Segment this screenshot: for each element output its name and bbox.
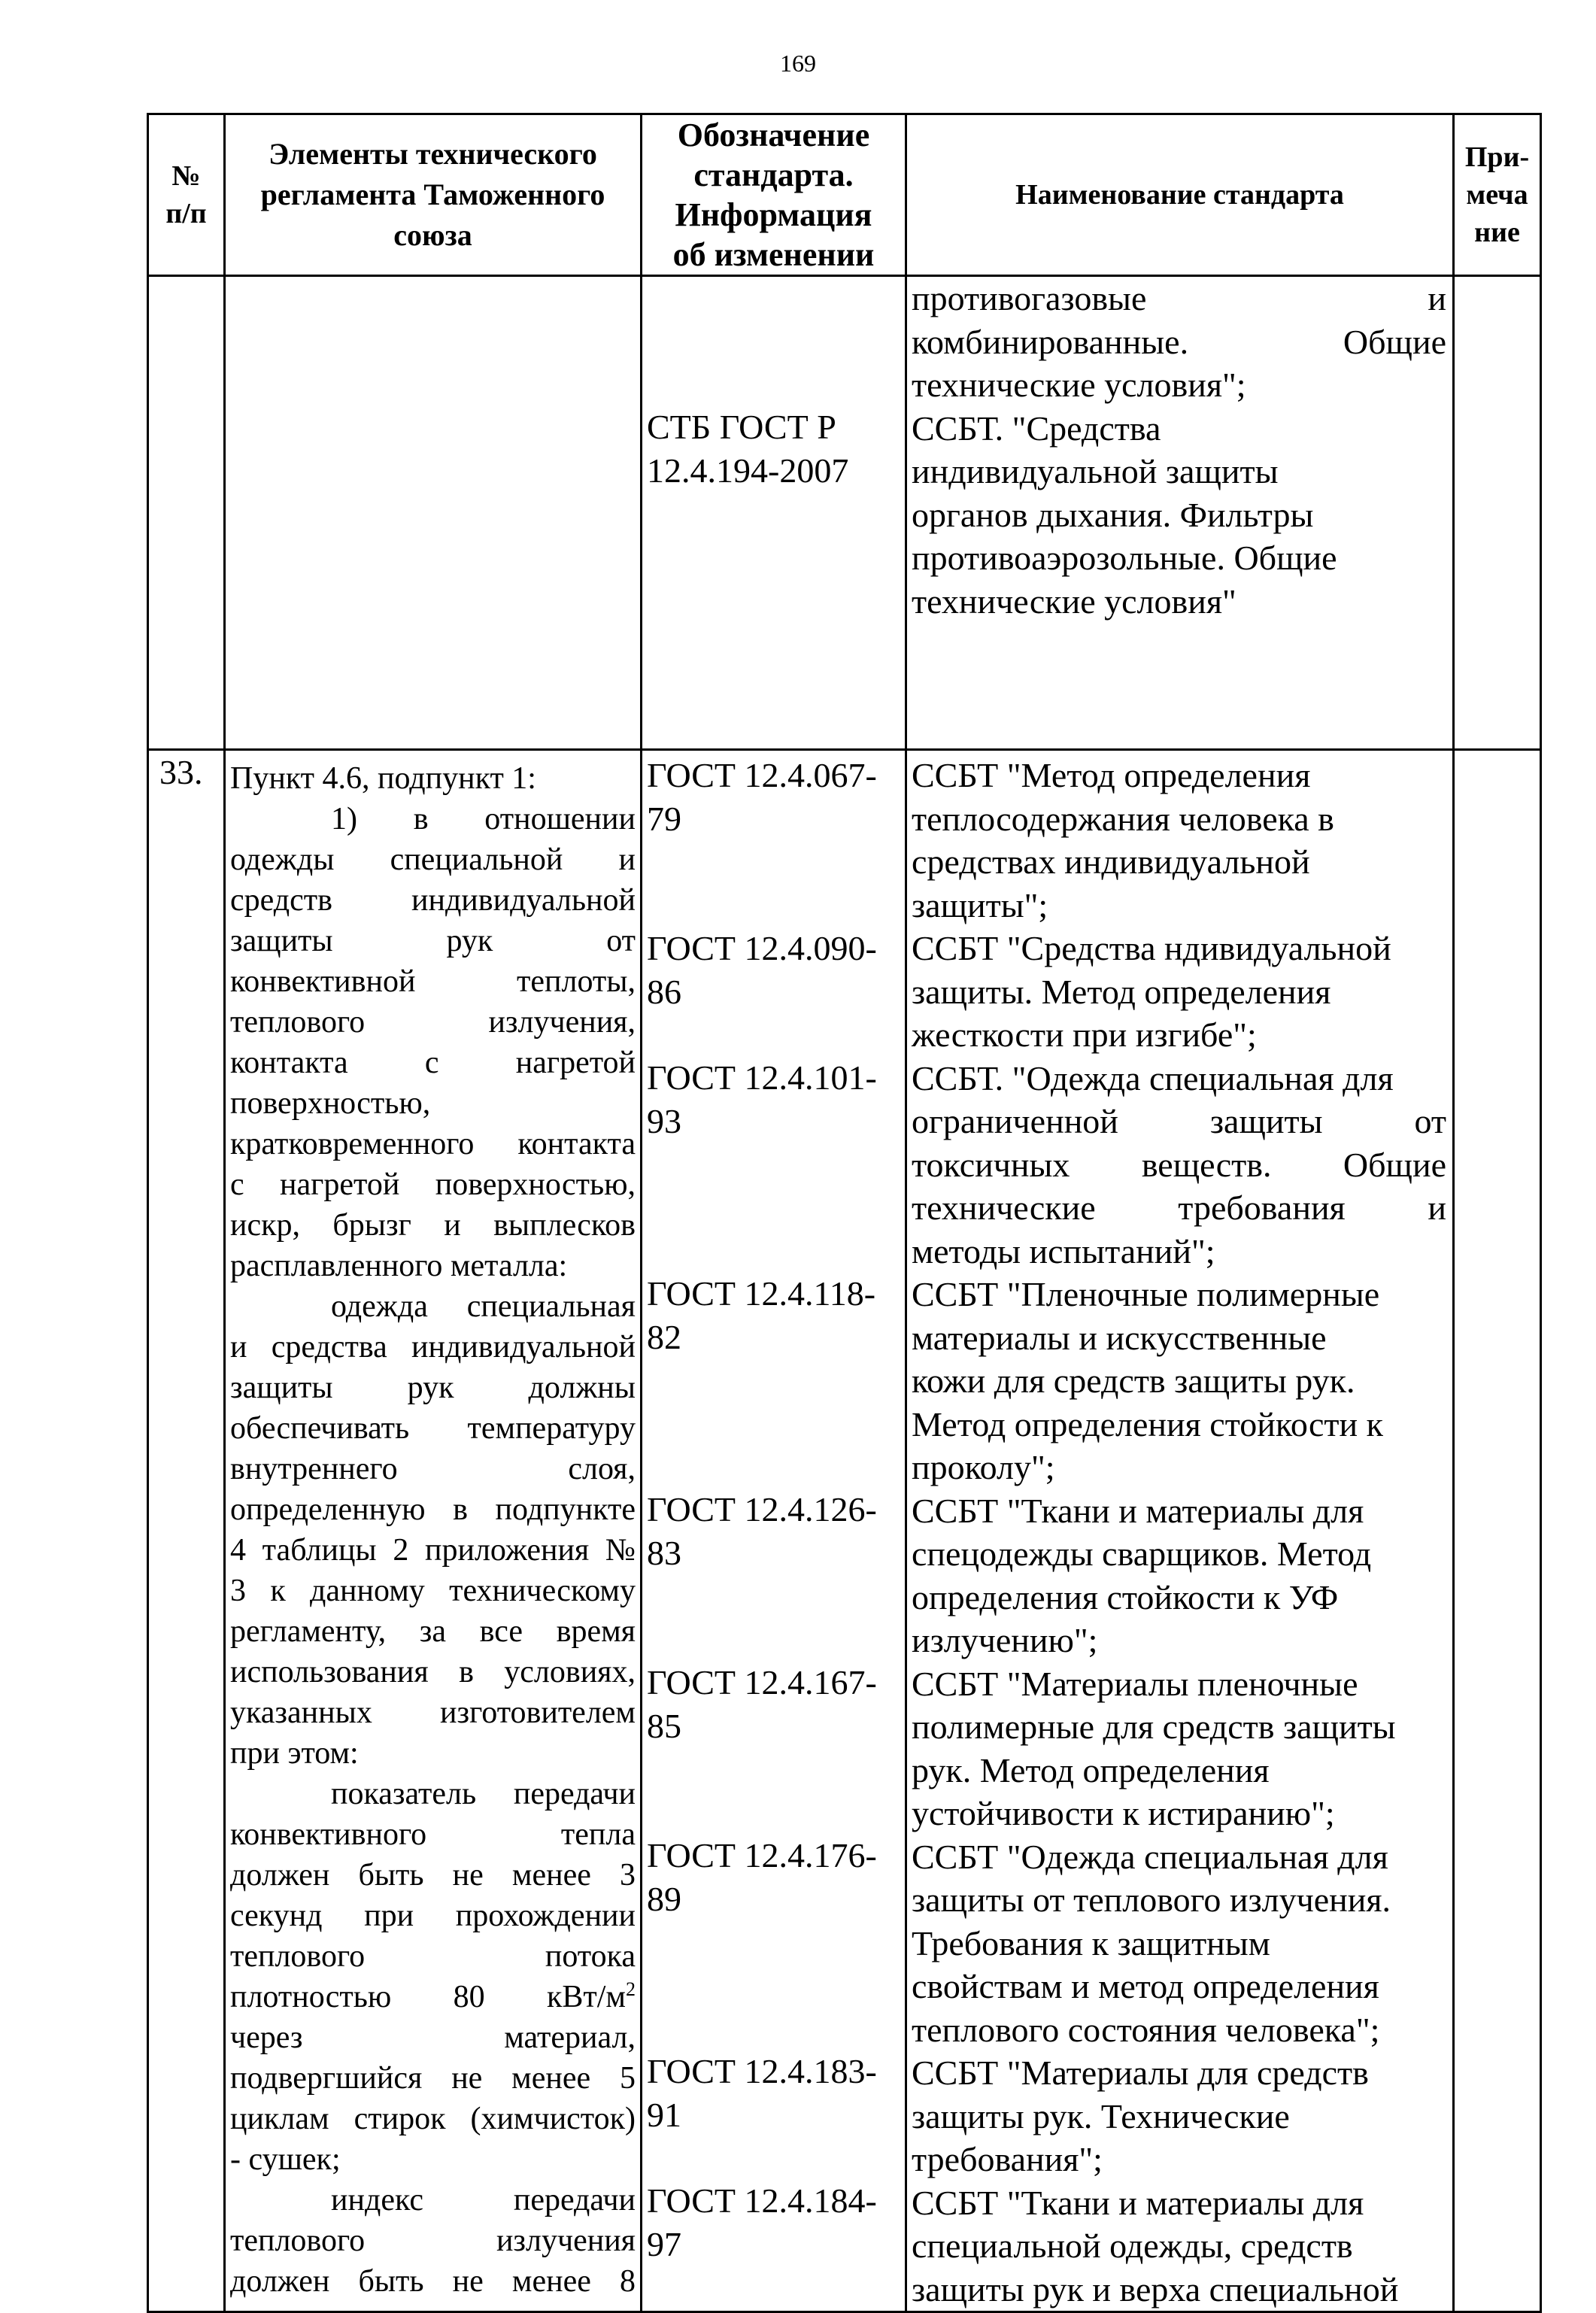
standard-name-block bbox=[912, 1835, 1446, 2052]
header-elements bbox=[225, 114, 642, 276]
element-line: средств индивидуальной bbox=[230, 883, 636, 918]
row-elements bbox=[225, 276, 642, 750]
designation-line: 89 bbox=[647, 1879, 681, 1918]
row-elements bbox=[225, 750, 642, 2312]
standard-name-block bbox=[912, 1057, 1446, 1273]
element-line: при этом: bbox=[230, 1736, 359, 1771]
element-line: защиты рук должны bbox=[230, 1370, 636, 1405]
designation-line: 93 bbox=[647, 1101, 681, 1140]
designation-line: 12.4.194-2007 bbox=[647, 451, 849, 490]
element-line: показатель передачи bbox=[331, 1777, 636, 1811]
name-line: методы испытаний"; bbox=[912, 1231, 1215, 1270]
row-designation bbox=[642, 750, 906, 2312]
designation-line: ГОСТ 12.4.118- bbox=[647, 1274, 876, 1313]
element-line-text: плотностью 80 кВт/м bbox=[230, 1980, 626, 2014]
name-line: ограниченной защиты от bbox=[912, 1102, 1446, 1140]
header-num-line: п/п bbox=[165, 198, 207, 229]
standard-name-block bbox=[912, 1489, 1446, 1662]
designation-block bbox=[647, 1661, 905, 1834]
designation-line: ГОСТ 12.4.101- bbox=[647, 1058, 877, 1097]
element-line: циклам стирок (химчисток) bbox=[230, 2102, 636, 2136]
name-line: свойствам и метод определения bbox=[912, 1967, 1379, 2005]
element-line: теплового потока bbox=[230, 1939, 636, 1974]
name-line: специальной одежды, средств bbox=[912, 2226, 1353, 2265]
name-line: защиты от теплового излучения. bbox=[912, 1880, 1391, 1919]
page-number: 169 bbox=[780, 50, 816, 77]
designation-block bbox=[647, 1272, 905, 1488]
element-line: одежды специальной и bbox=[230, 842, 636, 877]
name-line: ССБТ "Материалы пленочные bbox=[912, 1664, 1358, 1703]
name-line: защиты рук и верха специальной bbox=[912, 2269, 1399, 2308]
name-line: ССБТ. "Средства bbox=[912, 408, 1161, 448]
element-line: должен быть не менее 8 bbox=[230, 2264, 636, 2299]
name-line: полимерные для средств защиты bbox=[912, 1707, 1396, 1746]
designation-line: ГОСТ 12.4.090- bbox=[647, 929, 877, 967]
name-line: теплового состояния человека"; bbox=[912, 2010, 1380, 2049]
name-line: ССБТ "Средства ндивидуальной bbox=[912, 929, 1391, 967]
name-line: требования"; bbox=[912, 2140, 1103, 2178]
designation-line: 85 bbox=[647, 1706, 681, 1745]
name-line: ССБТ "Метод определения bbox=[912, 756, 1311, 794]
name-line: токсичных веществ. Общие bbox=[912, 1145, 1446, 1184]
row-note bbox=[1454, 750, 1541, 2312]
designation-line: ГОСТ 12.4.176- bbox=[647, 1836, 877, 1874]
designation-line: ГОСТ 12.4.067- bbox=[647, 756, 877, 794]
superscript: 2 bbox=[626, 1978, 636, 2000]
element-line: указанных изготовителем bbox=[230, 1695, 636, 1730]
element-line: конвективного тепла bbox=[230, 1817, 636, 1852]
name-line: противогазовые и bbox=[912, 279, 1446, 317]
name-line: защиты"; bbox=[912, 885, 1048, 924]
element-line: секунд при прохождении bbox=[230, 1899, 636, 1933]
designation-block bbox=[647, 1056, 905, 1272]
name-line: кожи для средств защиты рук. bbox=[912, 1361, 1355, 1400]
element-line: расплавленного металла: bbox=[230, 1249, 568, 1283]
designation-block bbox=[647, 927, 905, 1056]
header-designation-line: стандарта. bbox=[693, 156, 854, 193]
designation-line: 86 bbox=[647, 972, 681, 1011]
designation-line: 91 bbox=[647, 2095, 681, 2134]
element-line: искр, брызг и выплесков bbox=[230, 1208, 636, 1243]
row-num bbox=[148, 276, 225, 750]
element-line: - сушек; bbox=[230, 2142, 341, 2177]
header-num-line: № bbox=[171, 160, 201, 192]
designation-line: 97 bbox=[647, 2224, 681, 2263]
designation-line: 82 bbox=[647, 1317, 681, 1356]
name-line: средствах индивидуальной bbox=[912, 842, 1310, 881]
name-line: спецодежды сварщиков. Метод bbox=[912, 1534, 1372, 1573]
designation-line: ГОСТ 12.4.183- bbox=[647, 2052, 877, 2090]
standards-table bbox=[147, 113, 1542, 2313]
name-line: устойчивости к истиранию"; bbox=[912, 1794, 1335, 1832]
header-note-line: меча bbox=[1466, 179, 1528, 211]
element-line: контакта с нагретой bbox=[230, 1046, 636, 1080]
name-line: материалы и искусственные bbox=[912, 1318, 1327, 1357]
designation-block bbox=[647, 2050, 905, 2179]
header-designation bbox=[642, 114, 906, 276]
row-note bbox=[1454, 276, 1541, 750]
name-line: органов дыхания. Фильтры bbox=[912, 495, 1314, 534]
element-line: теплового излучения, bbox=[230, 1005, 636, 1040]
name-line: защиты. Метод определения bbox=[912, 972, 1331, 1011]
name-line: ССБТ "Пленочные полимерные bbox=[912, 1275, 1380, 1313]
element-line: поверхностью, bbox=[230, 1086, 431, 1121]
element-line: регламенту, за все время bbox=[230, 1614, 636, 1649]
name-line: проколу"; bbox=[912, 1448, 1055, 1486]
element-line: и средства индивидуальной bbox=[230, 1330, 636, 1364]
header-num bbox=[148, 114, 225, 276]
standard-name-block bbox=[912, 1662, 1446, 1835]
name-line: рук. Метод определения bbox=[912, 1750, 1270, 1789]
designation-block bbox=[647, 2179, 905, 2266]
designation-line: ГОСТ 12.4.167- bbox=[647, 1663, 877, 1701]
name-line: ССБТ "Ткани и материалы для bbox=[912, 1491, 1364, 1530]
standard-name-block bbox=[912, 2181, 1446, 2311]
name-line: излучению"; bbox=[912, 1621, 1098, 1659]
header-elements-line: регламента Таможенного bbox=[260, 178, 605, 211]
name-line: Метод определения стойкости к bbox=[912, 1404, 1383, 1443]
designation-line: ГОСТ 12.4.126- bbox=[647, 1490, 877, 1528]
header-note bbox=[1454, 114, 1541, 276]
element-line-density bbox=[230, 1977, 636, 2017]
element-line: защиты рук от bbox=[230, 924, 636, 958]
element-line: Пункт 4.6, подпункт 1: bbox=[230, 761, 536, 796]
name-line: определения стойкости к УФ bbox=[912, 1577, 1339, 1616]
designation-line: ГОСТ 12.4.184- bbox=[647, 2181, 877, 2220]
name-line: ССБТ "Одежда специальная для bbox=[912, 1837, 1388, 1876]
element-line: одежда специальная bbox=[331, 1289, 636, 1324]
header-elements-line: Элементы технического bbox=[269, 137, 597, 171]
row-designation bbox=[642, 276, 906, 750]
name-line: технические условия" bbox=[912, 581, 1236, 621]
element-line: индекс передачи bbox=[331, 2183, 636, 2217]
name-line: комбинированные. Общие bbox=[912, 322, 1446, 361]
name-line: технические требования и bbox=[912, 1188, 1446, 1227]
row-standard-name bbox=[906, 276, 1454, 750]
element-line: должен быть не менее 3 bbox=[230, 1858, 636, 1893]
header-elements-line: союза bbox=[393, 218, 472, 252]
standard-name-block bbox=[912, 2051, 1446, 2181]
element-line: обеспечивать температуру bbox=[230, 1411, 636, 1446]
element-line: конвективной теплоты, bbox=[230, 964, 636, 999]
designation-block bbox=[647, 754, 905, 927]
standard-name-block bbox=[912, 754, 1446, 927]
element-line: кратковременного контакта bbox=[230, 1127, 636, 1161]
header-designation-line: Обозначение bbox=[677, 117, 870, 153]
designation-line: СТБ ГОСТ Р bbox=[647, 408, 836, 446]
element-line: теплового излучения bbox=[230, 2223, 636, 2258]
element-line: использования в условиях, bbox=[230, 1655, 636, 1689]
designation-block bbox=[647, 1834, 905, 2050]
element-line: внутреннего слоя, bbox=[230, 1452, 636, 1486]
element-line: 1) в отношении bbox=[331, 802, 636, 836]
name-line: Требования к защитным bbox=[912, 1923, 1270, 1962]
name-line: теплосодержания человека в bbox=[912, 799, 1334, 838]
row-num: 33. bbox=[148, 750, 225, 2312]
name-line: противоаэрозольные. Общие bbox=[912, 539, 1337, 577]
name-line: технические условия"; bbox=[912, 366, 1246, 404]
designation-line: 83 bbox=[647, 1533, 681, 1572]
element-line: определенную в подпункте bbox=[230, 1492, 636, 1527]
header-row bbox=[148, 114, 1541, 276]
designation-line: 79 bbox=[647, 799, 681, 838]
header-name: Наименование стандарта bbox=[906, 114, 1454, 276]
header-note-line: При- bbox=[1464, 141, 1530, 173]
name-line: ССБТ. "Одежда специальная для bbox=[912, 1058, 1394, 1097]
header-note-line: ние bbox=[1474, 217, 1520, 248]
standard-name-block bbox=[912, 1273, 1446, 1489]
row-standard-name bbox=[906, 750, 1454, 2312]
standard-name-block bbox=[912, 927, 1446, 1057]
designation-block bbox=[647, 1488, 905, 1661]
name-line: защиты рук. Технические bbox=[912, 2096, 1290, 2135]
element-line: через материал, bbox=[230, 2020, 636, 2055]
name-line: индивидуальной защиты bbox=[912, 452, 1279, 490]
element-line: с нагретой поверхностью, bbox=[230, 1167, 636, 1202]
element-line: подвергшийся не менее 5 bbox=[230, 2061, 636, 2096]
header-designation-line: об изменении bbox=[672, 236, 875, 273]
table-row bbox=[148, 750, 1541, 2312]
table-row bbox=[148, 276, 1541, 750]
element-line: 4 таблицы 2 приложения № bbox=[230, 1533, 636, 1568]
name-line: ССБТ "Материалы для средств bbox=[912, 2053, 1369, 2092]
name-line: ССБТ "Ткани и материалы для bbox=[912, 2183, 1364, 2222]
element-line: 3 к данному техническому bbox=[230, 1574, 636, 1608]
name-line: жесткости при изгибе"; bbox=[912, 1015, 1257, 1054]
header-designation-line: Информация bbox=[675, 196, 872, 233]
